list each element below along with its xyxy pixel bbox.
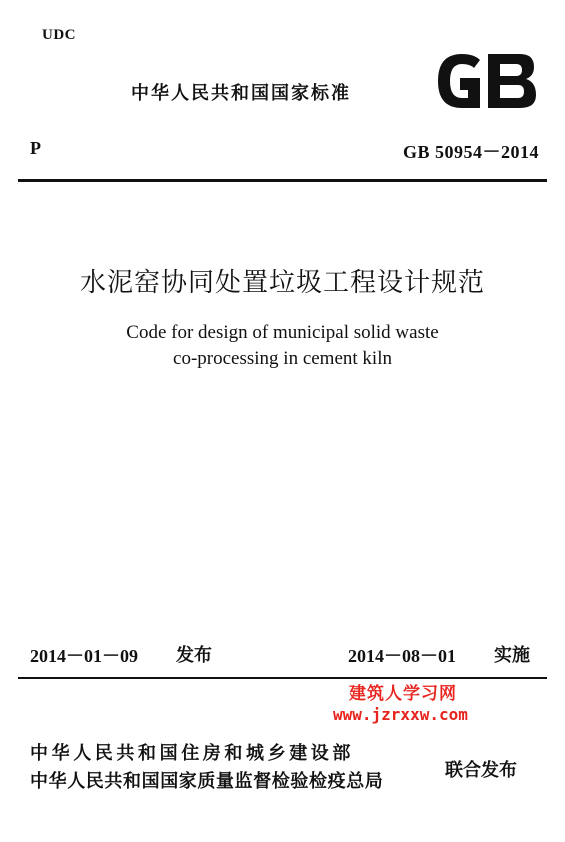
standard-number: GB 50954－2014 <box>402 142 539 162</box>
joint-issue-label: 联合发布 <box>445 760 517 781</box>
implementation-date: 2014－08－01 <box>348 646 456 666</box>
issuer-quality-supervision: 中华人民共和国国家质量监督检验检疫总局 <box>30 771 384 792</box>
issuer-ministry-housing: 中华人民共和国住房和城乡建设部 <box>30 743 354 764</box>
gb-logo <box>430 50 542 112</box>
document-title-chinese: 水泥窑协同处置垃圾工程设计规范 <box>79 268 485 298</box>
top-divider <box>18 179 547 182</box>
classification-code: P <box>30 138 41 158</box>
watermark-url: www.jzrxxw.com <box>333 705 468 724</box>
bottom-divider <box>18 677 547 679</box>
document-title-english-line2: co-processing in cement kiln <box>173 348 392 369</box>
implementation-label: 实施 <box>494 645 530 666</box>
national-standard-heading: 中华人民共和国国家标准 <box>131 83 351 104</box>
document-title-english-line1: Code for design of municipal solid waste <box>126 322 439 343</box>
udc-label: UDC <box>42 27 76 43</box>
issue-date: 2014－01－09 <box>30 646 138 666</box>
issue-label: 发布 <box>176 645 212 666</box>
watermark-site-name: 建筑人学习网 <box>349 684 457 704</box>
